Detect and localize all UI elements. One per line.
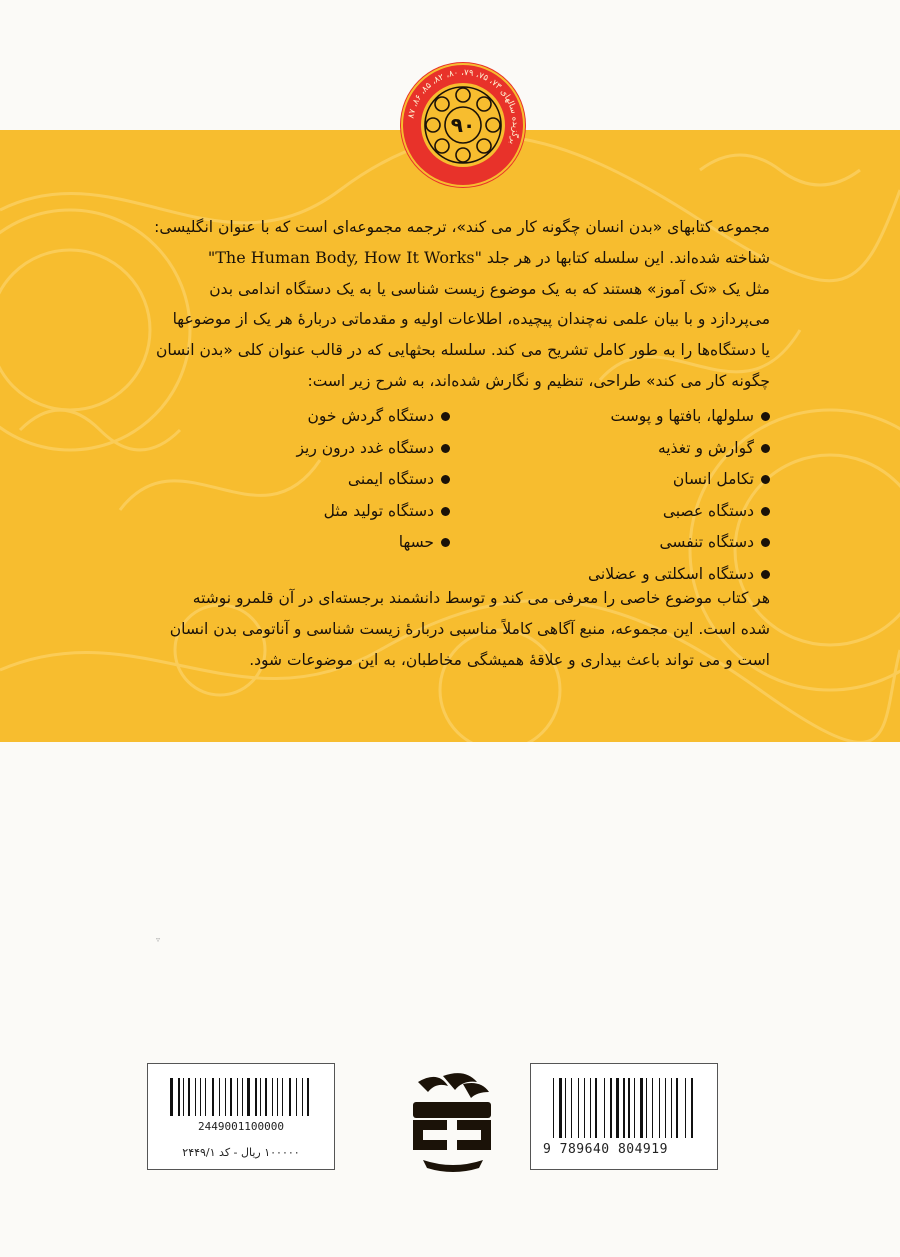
barcode-stripe <box>640 1078 643 1138</box>
closing-line-3: است و می تواند باعث بیداری و علاقهٔ همیشگی مخاطبان، به این موضوعات شود. <box>249 650 770 669</box>
topic-label: دستگاه تنفسی <box>659 533 754 551</box>
intro-line-3: مثل یک «تک آموز» هستند که به یک موضوع زیست شناسی یا به یک دستگاه اندامی بدن <box>209 279 770 298</box>
barcode-stripe <box>616 1078 619 1138</box>
barcode-stripe <box>565 1078 566 1138</box>
topic-label: دستگاه عصبی <box>662 501 754 520</box>
badge-number: ۹۰ <box>450 113 476 137</box>
topic-list <box>148 401 770 583</box>
barcode-stripe <box>265 1078 267 1116</box>
barcode-stripe <box>272 1078 273 1116</box>
barcode-stripe <box>665 1078 666 1138</box>
barcode-stripe <box>571 1078 572 1138</box>
topic-label: تکامل انسان <box>672 470 754 488</box>
bullet-icon <box>761 507 770 516</box>
topic-item <box>150 464 450 496</box>
isbn-barcode-box <box>530 1063 718 1170</box>
barcode-stripe <box>595 1078 597 1138</box>
barcode-stripe <box>247 1078 250 1116</box>
barcode-stripe <box>584 1078 585 1138</box>
topic-column-left <box>150 401 450 559</box>
topic-item <box>150 527 450 559</box>
barcode-stripe <box>676 1078 678 1138</box>
topic-item <box>150 433 450 465</box>
barcode-stripe <box>183 1078 184 1116</box>
topic-item <box>150 496 450 528</box>
intro-line-6: چگونه کار می کند» طراحی، تنظیم و نگارش شده‌اند، به شرح زیر است: <box>307 371 770 390</box>
barcode-stripe <box>282 1078 283 1116</box>
isbn-barcode-icon <box>553 1078 697 1138</box>
barcode-stripe <box>671 1078 672 1138</box>
topic-label: دستگاه ایمنی <box>347 470 434 488</box>
barcode-stripe <box>205 1078 206 1116</box>
bullet-icon <box>761 412 770 421</box>
topic-label: دستگاه اسکلتی و عضلانی <box>588 564 754 583</box>
barcode-stripe <box>225 1078 226 1116</box>
barcode-stripe <box>302 1078 303 1116</box>
barcode-stripe <box>559 1078 562 1138</box>
barcode-stripe <box>578 1078 579 1138</box>
price-label: ۱۰۰۰۰۰ ریال - کد ۲۴۴۹/۱ <box>182 1146 300 1159</box>
topic-label: حسها <box>398 533 434 551</box>
topic-label: سلولها، بافتها و پوست <box>610 407 754 425</box>
bullet-icon <box>441 507 450 516</box>
closing-line-1: هر کتاب موضوع خاصی را معرفی می کند و توسط دانشمند برجسته‌ای در آن قلمرو نوشته <box>192 589 770 607</box>
barcode-stripe <box>242 1078 243 1116</box>
price-barcode-box <box>147 1063 335 1170</box>
price-barcode-icon <box>170 1078 314 1116</box>
barcode-stripe <box>307 1078 309 1116</box>
topic-item <box>470 433 770 465</box>
badge-arc-text: برگزیده سالهای ۷۳، ۷۵، ۷۹، ۸۰، ۸۲، ۸۵، ۸۶، ۸۷ <box>406 67 521 146</box>
topic-label: دستگاه تولید مثل <box>323 501 434 520</box>
topic-item <box>470 464 770 496</box>
topic-label: گوارش و تغذیه <box>658 438 754 457</box>
barcode-stripe <box>610 1078 612 1138</box>
barcode-stripe <box>590 1078 591 1138</box>
barcode-stripe <box>219 1078 220 1116</box>
barcode-stripe <box>553 1078 554 1138</box>
bullet-icon <box>441 475 450 484</box>
barcode-stripe <box>212 1078 214 1116</box>
closing-line-2: شده است. این مجموعه، منبع آگاهی کاملاً مناسبی دربارهٔ زیست شناسی و آناتومی بدن انسان <box>169 619 770 638</box>
intro-line-5: یا دستگاه‌ها را به طور کامل تشریح می کند. سلسله بحثهایی که در قالب عنوان کلی «بدن انسان <box>156 341 770 360</box>
barcode-stripe <box>195 1078 196 1116</box>
bullet-icon <box>761 538 770 547</box>
barcode-stripe <box>170 1078 173 1116</box>
price-barcode-number: 2449001100000 <box>197 1120 285 1133</box>
english-series-title: "The Human Body, How It Works" <box>207 247 482 267</box>
bullet-icon <box>761 570 770 579</box>
intro-line-4: می‌پردازد و با بیان علمی نه‌چندان پیچیده، اطلاعات اولیه و مقدماتی دربارهٔ هر یک از موضوعها <box>172 310 770 329</box>
barcode-stripe <box>200 1078 201 1116</box>
barcode-stripe <box>634 1078 635 1138</box>
barcode-stripe <box>237 1078 238 1116</box>
barcode-stripe <box>628 1078 630 1138</box>
intro-paragraph <box>148 212 770 397</box>
barcode-stripe <box>296 1078 297 1116</box>
barcode-stripe <box>260 1078 261 1116</box>
barcode-stripe <box>289 1078 291 1116</box>
barcode-stripe <box>646 1078 647 1138</box>
barcode-stripe <box>188 1078 190 1116</box>
closing-paragraph <box>148 583 770 675</box>
intro-line-1: مجموعه کتابهای «بدن انسان چگونه کار می کند»، ترجمه مجموعه‌ای است که با عنوان انگلیسی: <box>154 218 770 236</box>
topic-label: دستگاه غدد درون ریز <box>296 438 434 457</box>
anniversary-badge-icon <box>398 60 528 190</box>
topic-item <box>470 527 770 559</box>
barcode-stripe <box>230 1078 232 1116</box>
bullet-icon <box>761 444 770 453</box>
isbn-number: 9 789640 804919 <box>543 1142 668 1157</box>
barcode-stripe <box>685 1078 686 1138</box>
barcode-stripe <box>691 1078 693 1138</box>
barcode-stripe <box>178 1078 180 1116</box>
topic-item <box>470 496 770 528</box>
barcode-stripe <box>255 1078 257 1116</box>
yellow-content-band <box>0 130 900 742</box>
topic-item <box>470 401 770 433</box>
bullet-icon <box>761 475 770 484</box>
barcode-stripe <box>659 1078 660 1138</box>
barcode-stripe <box>277 1078 278 1116</box>
barcode-stripe <box>652 1078 653 1138</box>
topic-column-right <box>470 401 770 590</box>
bullet-icon <box>441 444 450 453</box>
barcode-stripe <box>604 1078 605 1138</box>
bullet-icon <box>441 412 450 421</box>
barcode-stripe <box>623 1078 625 1138</box>
intro-line-2-text: شناخته شده‌اند. این سلسله کتابها در هر جلد <box>486 248 770 267</box>
speck-mark: ▿ <box>156 935 161 944</box>
topic-label: دستگاه گردش خون <box>307 407 434 425</box>
topic-item <box>150 401 450 433</box>
bullet-icon <box>441 538 450 547</box>
book-publisher-logo-icon <box>393 1068 511 1186</box>
intro-line-2 <box>148 243 770 274</box>
